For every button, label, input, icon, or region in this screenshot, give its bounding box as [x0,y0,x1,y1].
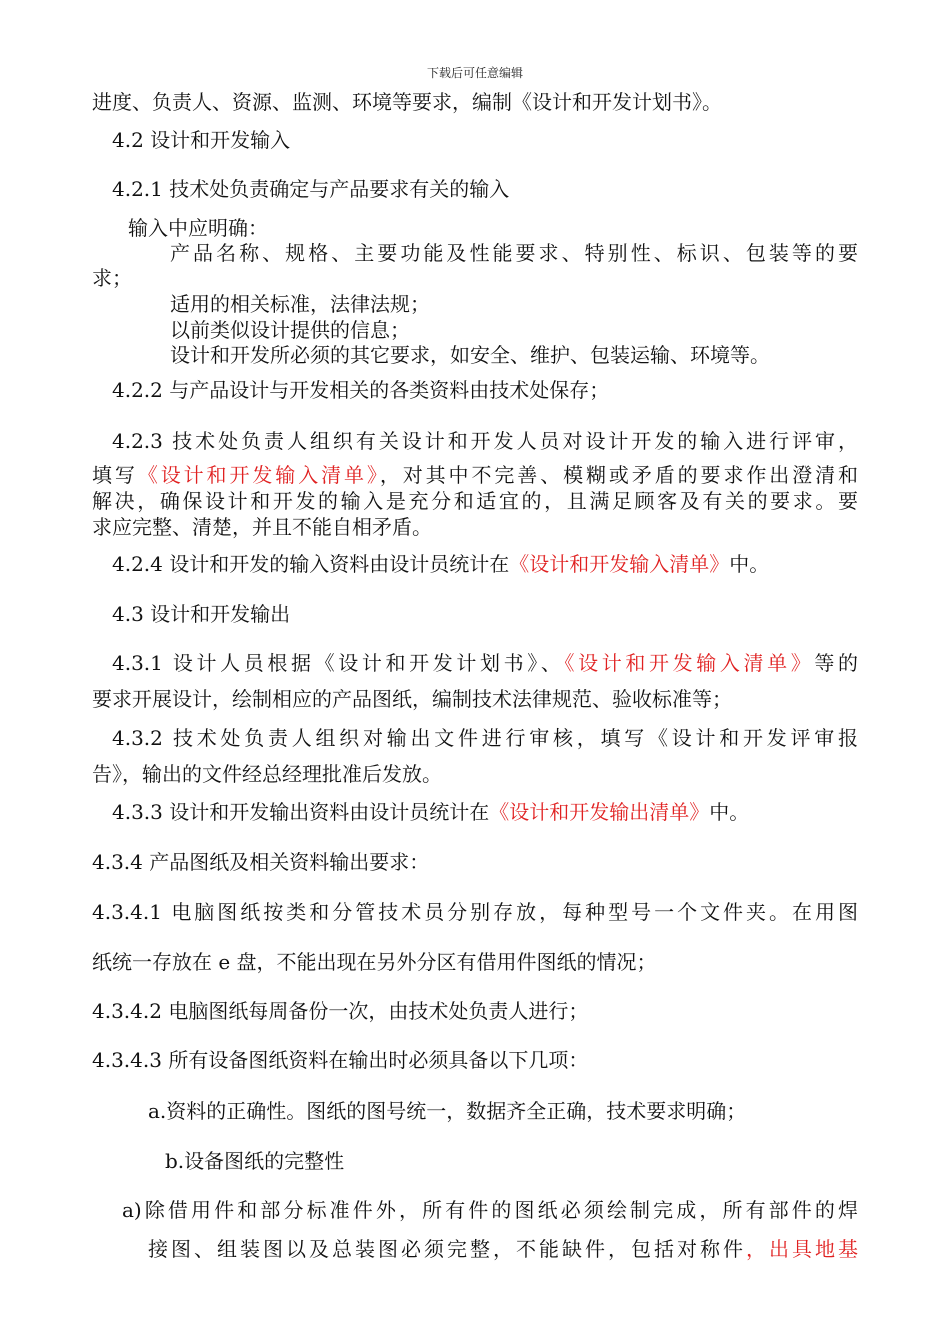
text-segment: 纸统一存放在 e 盘，不能出现在另外分区有借用件图纸的情况； [92,950,657,974]
text-segment: 4.3.4.1 电脑图纸按类和分管技术员分别存放，每种型号一个文件夹。在用图 [92,900,858,924]
list-item [165,1148,344,1174]
text-segment: 接图、组装图以及总装图必须完整，不能缺件，包括对称件 [148,1237,746,1261]
text-line [112,377,609,403]
text-segment: 4.2 设计和开发输入 [112,128,291,152]
text-segment: 4.3 设计和开发输出 [112,602,291,626]
text-line [170,291,430,317]
text-line [92,998,588,1024]
text-line [128,215,268,241]
text-segment: 4.3.2 技术处负责人组织对输出文件进行审核，填写《设计和开发评审报 [112,726,858,750]
text-line [92,514,432,540]
text-segment: 求； [92,266,132,290]
text-segment: 等的 [814,651,858,675]
page-header: 下载后可任意编辑 [426,66,523,80]
section-heading [112,601,290,627]
highlighted-text: 《设计和开发输入清单》 [564,651,815,675]
text-segment: 4.2.1 技术处负责确定与产品要求有关的输入 [112,177,510,201]
list-item [148,1098,746,1124]
text-segment: 4.3.4.3 所有设备图纸资料在输出时必须具备以下几项： [92,1048,589,1072]
text-segment: 求应完整、清楚，并且不能自相矛盾。 [92,515,432,539]
highlighted-text: 《设计和开发输出清单》 [489,800,710,824]
text-segment: a.资料的正确性。图纸的图号统一，数据齐全正确，技术要求明确； [148,1099,747,1123]
text-segment: 4.2.4 设计和开发的输入资料由设计员统计在 [112,552,510,576]
list-item [122,1197,858,1223]
text-segment: 填写 [92,463,138,487]
text-segment: 以前类似设计提供的信息； [170,318,410,342]
text-segment: 4.2.3 技术处负责人组织有关设计和开发人员对设计开发的输入进行评审， [112,429,858,453]
text-line [92,761,442,787]
text-segment: 4.3.3 设计和开发输出资料由设计员统计在 [112,800,490,824]
text-segment: 4.3.1 设计人员根据《设计和开发计划书》、 [112,651,565,675]
section-heading [112,127,290,153]
text-segment: 输入中应明确： [128,216,268,240]
text-segment: 4.2.2 与产品设计与开发相关的各类资料由技术处保存； [112,378,610,402]
highlighted-text: 《设计和开发输入清单》 [509,552,730,576]
text-segment: 4.3.4.2 电脑图纸每周备份一次，由技术处负责人进行； [92,999,589,1023]
text-line [112,551,769,577]
highlighted-text: 《设计和开发输入清单》 [137,463,380,487]
highlighted-text: ，出具地基 [746,1237,858,1261]
text-segment: a)除借用件和部分标准件外，所有件的图纸必须绘制完成，所有部件的焊 [122,1198,858,1222]
text-line [92,488,858,514]
text-segment: 产品名称、规格、主要功能及性能要求、特别性、标识、包装等的要 [170,241,858,265]
text-line [112,428,858,454]
text-line [170,342,770,368]
text-line [92,89,722,115]
text-line [92,899,858,925]
text-line [170,317,410,343]
text-segment: 设计和开发所必须的其它要求，如安全、维护、包装运输、环境等。 [170,343,770,367]
text-line [170,240,858,266]
text-line [112,650,858,676]
text-line [92,1047,588,1073]
text-segment: 中。 [729,552,770,576]
text-segment: 进度、负责人、资源、监测、环境等要求，编制《设计和开发计划书》。 [92,90,722,114]
text-segment: 告》，输出的文件经总经理批准后发放。 [92,762,442,786]
text-segment: 4.3.4 产品图纸及相关资料输出要求： [92,850,430,874]
text-segment: 要求开展设计，绘制相应的产品图纸，编制技术法律规范、验收标准等； [92,687,732,711]
text-line [112,799,749,825]
text-line [148,1236,858,1262]
text-line [92,686,732,712]
text-segment: 适用的相关标准，法律法规； [170,292,430,316]
text-line [92,462,858,488]
text-line [92,265,132,291]
text-line [92,849,429,875]
text-line [112,176,509,202]
text-segment: 中。 [709,800,750,824]
text-segment: 解决，确保设计和开发的输入是充分和适宜的，且满足顾客及有关的要求。要 [92,489,858,513]
text-segment: ，对其中不完善、模糊或矛盾的要求作出澄清和 [379,463,859,487]
text-line [112,725,858,751]
text-segment: b.设备图纸的完整性 [165,1149,345,1173]
text-line [92,949,657,975]
